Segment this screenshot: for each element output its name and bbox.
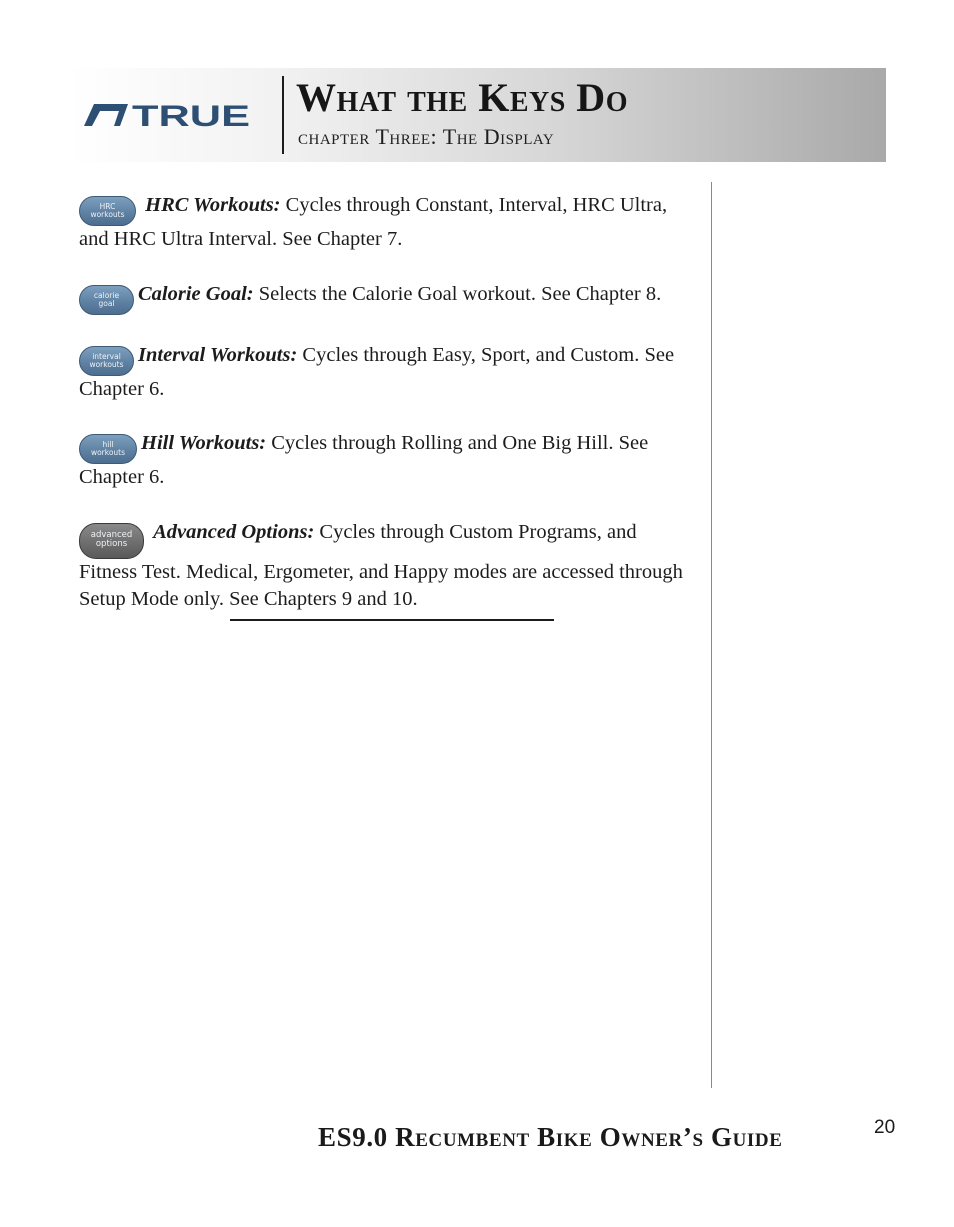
section-end-rule	[230, 619, 554, 621]
entry-description: Selects the Calorie Goal workout. See Chapter 8.	[258, 282, 662, 305]
entry-interval-workouts	[79, 342, 691, 404]
page-number: 20	[874, 1117, 896, 1138]
entry-name: Hill Workouts:	[141, 432, 267, 454]
entry-description: Cycles through Rolling and One Big Hill. See Chapter 6.	[79, 432, 649, 488]
entry-name: Advanced Options:	[153, 520, 315, 543]
header-divider	[282, 76, 284, 154]
footer-guide-title: ES9.0 Recumbent Bike Owner’s Guide	[318, 1122, 783, 1152]
page-subtitle: chapter Three: The Display	[298, 124, 555, 149]
calorie-goal-key-icon: calorie goal	[79, 285, 134, 315]
page-title: What the Keys Do	[296, 75, 628, 120]
entry-hrc-workouts	[79, 192, 691, 254]
key-list	[79, 192, 691, 641]
entry-description: Cycles through Custom Programs, and Fitness Test. Medical, Ergometer, and Happy modes are accessed through Setup Mode only. See Chapters 9 and 10.	[79, 520, 683, 610]
entry-hill-workouts	[79, 430, 691, 492]
advanced-options-key-icon: advanced options	[79, 523, 144, 559]
entry-advanced-options	[79, 519, 691, 614]
hill-workouts-key-icon: hill workouts	[79, 434, 137, 464]
hrc-workouts-key-icon: HRC workouts	[79, 196, 136, 226]
entry-description: Cycles through Constant, Interval, HRC Ultra, and HRC Ultra Interval. See Chapter 7.	[79, 194, 668, 250]
entry-name: Interval Workouts:	[138, 343, 298, 366]
interval-workouts-key-icon: interval workouts	[79, 346, 134, 376]
entry-calorie-goal	[79, 281, 691, 315]
true-logo	[84, 102, 254, 128]
entry-description: Cycles through Easy, Sport, and Custom. See Chapter 6.	[79, 343, 675, 400]
right-margin-rule	[711, 182, 712, 1088]
logo-text: TRUE	[132, 102, 250, 128]
entry-name: HRC Workouts:	[145, 194, 281, 216]
entry-name: Calorie Goal:	[138, 282, 254, 305]
